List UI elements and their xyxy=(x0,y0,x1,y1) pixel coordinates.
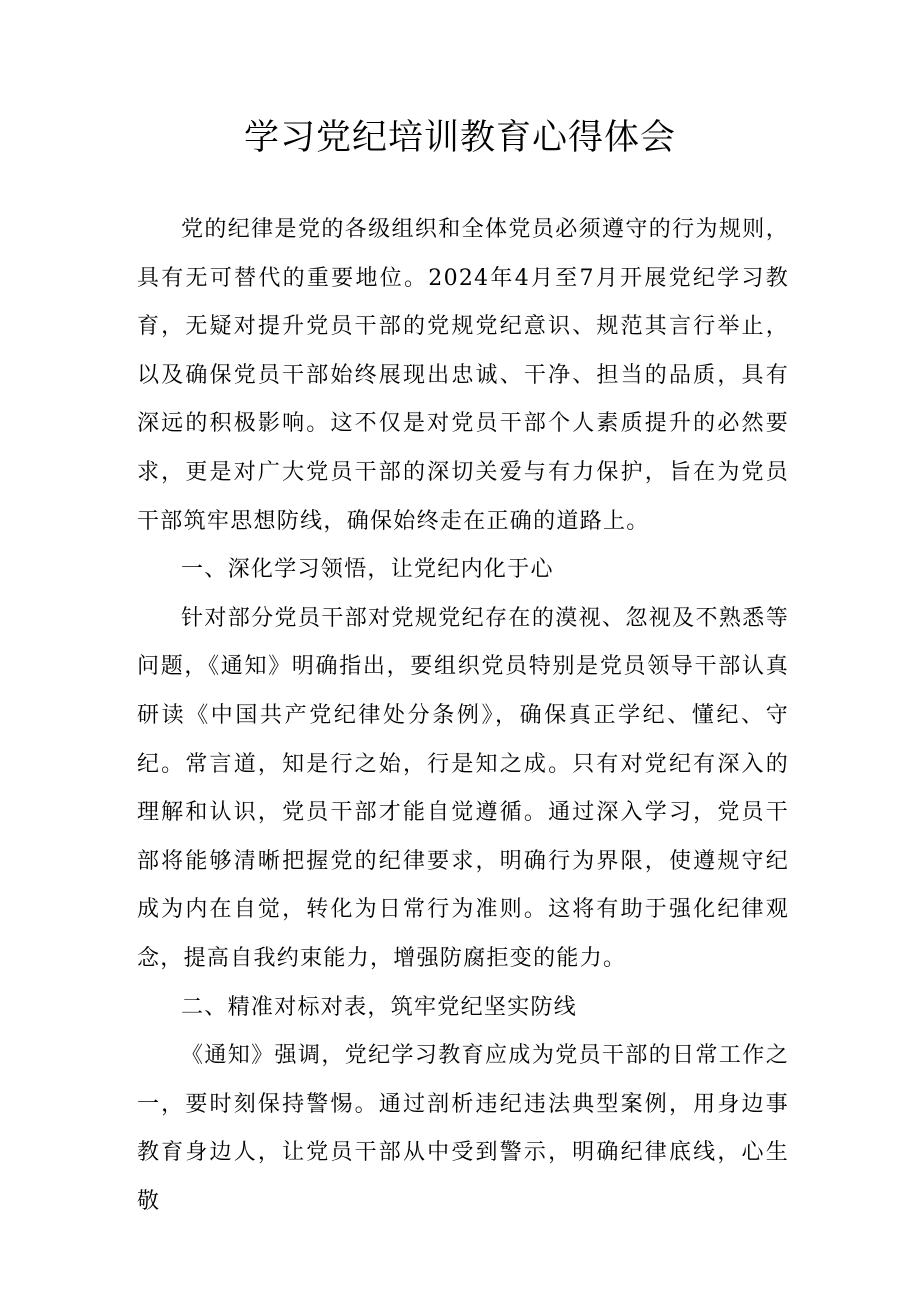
paragraph-section-1: 针对部分党员干部对党规党纪存在的漠视、忽视及不熟悉等问题，《通知》明确指出，要组织党员特别是党员领导干部认真研读《中国共产党纪律处分条例》，确保真正学纪、懂纪、守纪。常言道，知是行之始，行是知之成。只有对党纪有深入的理解和认识，党员干部才能自觉遵循。通过深入学习，党员干部将能够清晰把握党的纪律要求，明确行为界限，使遵规守纪成为内在自觉，转化为日常行为准则。这将有助于强化纪律观念，提高自我约束能力，增强防腐拒变的能力。 xyxy=(137,605,789,971)
section-heading-2: 二、精准对标对表，筑牢党纪坚实防线 xyxy=(181,994,578,1020)
paragraph-intro: 党的纪律是党的各级组织和全体党员必须遵守的行为规则，具有无可替代的重要地位。2024年4月至7月开展党纪学习教育，无疑对提升党员干部的党规党纪意识、规范其言行举止，以及确保党员干部始终展现出忠诚、干净、担当的品质，具有深远的积极影响。这不仅是对党员干部个人素质提升的必然要求，更是对广大党员干部的深切关爱与有力保护，旨在为党员干部筑牢思想防线，确保始终走在正确的道路上。 xyxy=(137,217,789,534)
document-body xyxy=(137,206,789,1226)
document-title: 学习党纪培训教育心得体会 xyxy=(243,118,676,158)
paragraph-section-2: 《通知》强调，党纪学习教育应成为党员干部的日常工作之一，要时刻保持警惕。通过剖析违纪违法典型案例，用身边事教育身边人，让党员干部从中受到警示，明确纪律底线，心生敬 xyxy=(137,1043,789,1214)
section-heading-1: 一、深化学习领悟，让党纪内化于心 xyxy=(181,557,554,583)
